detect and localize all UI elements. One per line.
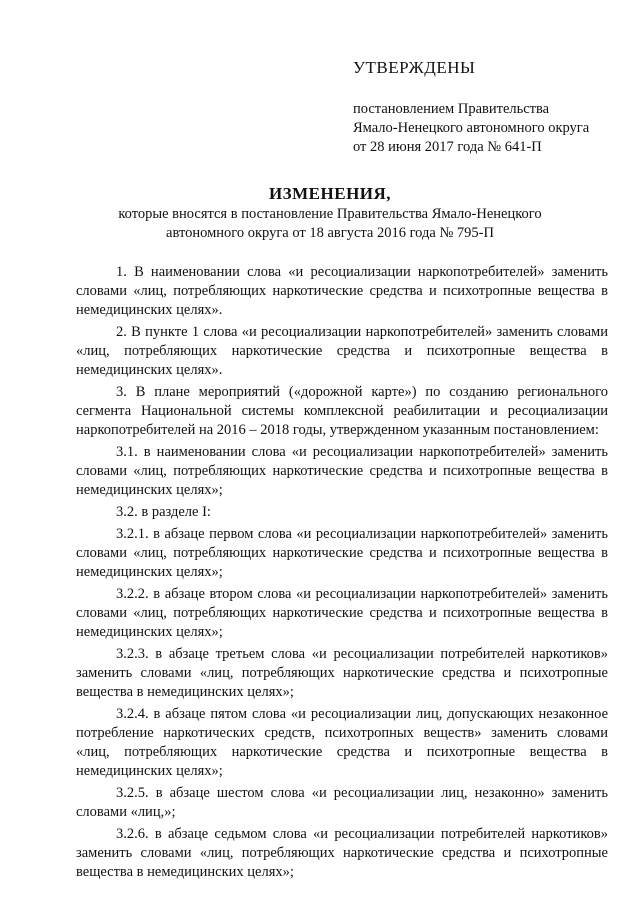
paragraph-3-2-1: 3.2.1. в абзаце первом слова «и ресоциализации наркопотребителей» заменить словами «лиц, потребляющих наркотические средства и психотропные вещества в немедицинских целях»; [76,526,608,580]
document-subtitle-line: автономного округа от 18 августа 2016 года № 795-П [166,225,494,241]
approval-line: от 28 июня 2017 года № 641-П [353,139,542,155]
paragraph-3-2-3: 3.2.3. в абзаце третьем слова «и ресоциализации потребителей наркотиков» заменить словами «лиц, потребляющих наркотические средства и психотропные вещества в немедицинских целях»; [76,646,608,700]
approval-line: постановлением Правительства [353,101,550,117]
paragraph-3-1: 3.1. в наименовании слова «и ресоциализации наркопотребителей» заменить словами «лиц, потребляющих наркотические средства и психотропные вещества в немедицинских целях»; [76,444,608,498]
document-body [76,263,608,885]
paragraph-3-2-5: 3.2.5. в абзаце шестом слова «и ресоциализации лиц, незаконно» заменить словами «лиц,»; [76,785,608,820]
paragraph-1: 1. В наименовании слова «и ресоциализации наркопотребителей» заменить словами «лиц, потребляющих наркотические средства и психотропные вещества в немедицинских целях». [76,264,608,318]
approval-heading: УТВЕРЖДЕНЫ [353,58,476,77]
paragraph-2: 2. В пункте 1 слова «и ресоциализации наркопотребителей» заменить словами «лиц, потребляющих наркотические средства и психотропные вещества в немедицинских целях». [76,324,608,378]
document-subtitle-line: которые вносятся в постановление Правительства Ямало-Ненецкого [118,206,542,222]
document-title: ИЗМЕНЕНИЯ, [268,184,392,203]
paragraph-3-2-2: 3.2.2. в абзаце втором слова «и ресоциализации наркопотребителей» заменить словами «лиц, потребляющих наркотические средства и психотропные вещества в немедицинских целях»; [76,586,608,640]
paragraph-3: 3. В плане мероприятий («дорожной карте») по созданию регионального сегмента Национальной системы комплексной реабилитации и ресоциализации наркопотребителей на 2016 – 2018 годы, утвержденном указанным постановлением: [76,384,608,438]
approval-line: Ямало-Ненецкого автономного округа [353,120,590,136]
paragraph-3-2: 3.2. в разделе I: [116,504,211,520]
approval-block [353,58,623,157]
document-title-block [40,183,620,243]
paragraph-3-2-4: 3.2.4. в абзаце пятом слова «и ресоциализации лиц, допускающих незаконное потребление наркотических средств, психотропных веществ» заменить словами «лиц, потребляющих наркотические средства и психотропные вещества в немедицинских целях»; [76,706,608,779]
paragraph-3-2-6: 3.2.6. в абзаце седьмом слова «и ресоциализации потребителей наркотиков» заменить словами «лиц, потребляющих наркотические средства и психотропные вещества в немедицинских целях»; [76,826,608,880]
